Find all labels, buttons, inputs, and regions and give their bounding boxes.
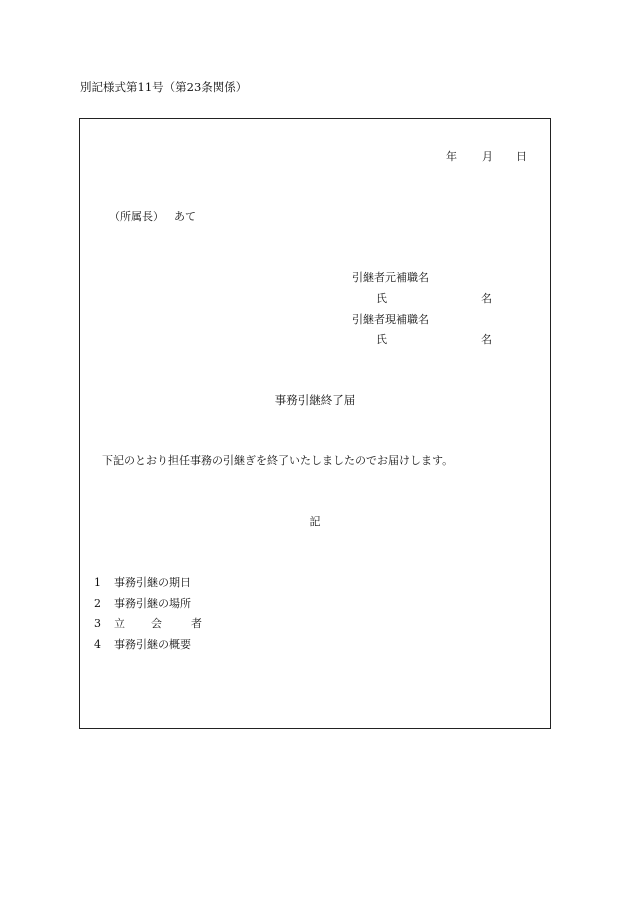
date-day-label: 日 [516,150,527,163]
list-item-number: 1 [94,576,101,589]
list-item [94,639,191,650]
current-holder-title: 引継者現補職名 [352,313,429,326]
form-number-label: 別記様式第11号（第23条関係） [80,80,248,94]
date-month-label: 月 [482,150,493,163]
date-year-label: 年 [446,150,457,163]
body-text: 下記のとおり担任事務の引継ぎを終了いたしましたのでお届けします。 [102,454,454,467]
list-item-label: 事務引継の期日 [114,576,191,589]
list-item-label: 事務引継の場所 [114,597,191,610]
previous-holder-title: 引継者元補職名 [352,271,429,284]
list-item [94,598,191,609]
list-item-label-part: 立 [114,617,125,630]
list-item-number: 3 [94,617,101,630]
addressee-name: （所属長） [109,210,164,223]
document-title: 事務引継終了届 [274,393,356,407]
previous-holder-name-left: 氏 [376,292,387,305]
list-item-label-part: 者 [191,617,202,630]
list-item-label: 事務引継の概要 [114,638,191,651]
list-item-number: 2 [94,597,101,610]
list-item [94,577,191,588]
previous-holder-name-right: 名 [481,292,492,305]
list-item-label-part: 会 [151,617,162,630]
addressee-suffix: あて [174,210,196,223]
list-item-number: 4 [94,638,101,651]
current-holder-name-right: 名 [481,333,492,346]
ki-heading: 記 [309,515,321,528]
current-holder-name-left: 氏 [376,333,387,346]
list-item [94,618,202,629]
